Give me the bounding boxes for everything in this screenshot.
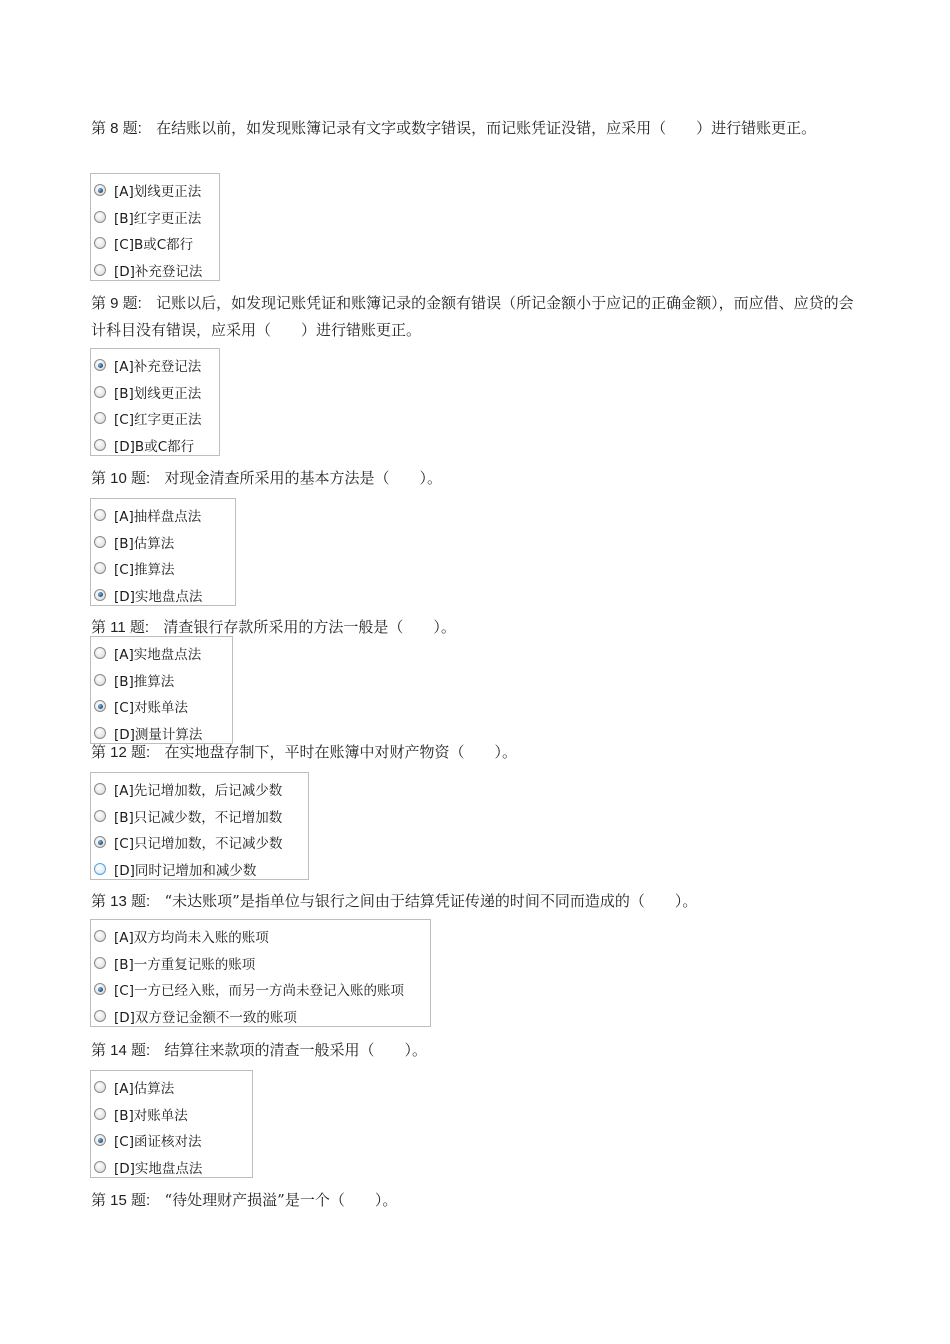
radio-button[interactable] <box>94 957 106 969</box>
option-a[interactable] <box>91 1074 252 1101</box>
option-label: [D]双方登记金额不一致的账项 <box>114 1009 297 1026</box>
question-13-text <box>91 888 866 915</box>
question-stem: 在实地盘存制下，平时在账簿中对财产物资（ ）。 <box>164 743 518 761</box>
radio-button[interactable] <box>94 237 106 249</box>
question-14-text <box>91 1037 866 1064</box>
question-number: 第 9 题: <box>91 295 142 312</box>
option-label: [D]实地盘点法 <box>114 1160 203 1177</box>
option-d[interactable] <box>91 257 219 284</box>
radio-button[interactable] <box>94 439 106 451</box>
option-d[interactable] <box>91 856 308 883</box>
option-d[interactable] <box>91 1003 430 1030</box>
option-label: [D]实地盘点法 <box>114 588 203 605</box>
radio-button[interactable] <box>94 1010 106 1022</box>
option-b[interactable] <box>91 379 219 406</box>
option-c[interactable] <box>91 405 219 432</box>
radio-button[interactable] <box>94 930 106 942</box>
radio-button[interactable] <box>94 1081 106 1093</box>
option-b[interactable] <box>91 529 235 556</box>
question-10-options <box>90 498 236 606</box>
question-number: 第 14 题: <box>91 1042 151 1059</box>
option-a[interactable] <box>91 352 219 379</box>
radio-button[interactable] <box>94 1108 106 1120</box>
option-b[interactable] <box>91 204 219 231</box>
option-label: [B]对账单法 <box>114 1107 188 1124</box>
option-a[interactable] <box>91 502 235 529</box>
question-stem: 记账以后，如发现记账凭证和账簿记录的金额有错误（所记金额小于应记的正确金额），而应借、应贷的会计科目没有错误，应采用（ ）进行错账更正。 <box>91 294 854 339</box>
option-label: [C]推算法 <box>114 562 175 579</box>
option-label: [B]推算法 <box>114 673 175 690</box>
option-label: [C]一方已经入账，而另一方尚未登记入账的账项 <box>114 983 404 1000</box>
question-number: 第 10 题: <box>91 470 151 487</box>
question-12-text <box>91 739 866 766</box>
option-b[interactable] <box>91 950 430 977</box>
radio-button[interactable] <box>94 562 106 574</box>
option-label: [D]补充登记法 <box>114 263 203 280</box>
option-label: [D]同时记增加和减少数 <box>114 862 257 879</box>
question-stem: 对现金清查所采用的基本方法是（ ）。 <box>164 469 443 487</box>
option-label: [C]对账单法 <box>114 700 188 717</box>
radio-button[interactable] <box>94 674 106 686</box>
radio-button[interactable] <box>94 983 106 995</box>
option-c[interactable] <box>91 829 308 856</box>
question-stem: “未达账项”是指单位与银行之间由于结算凭证传递的时间不同而造成的（ ）。 <box>164 892 698 910</box>
option-c[interactable] <box>91 976 430 1003</box>
question-8-text <box>91 115 866 142</box>
radio-button[interactable] <box>94 509 106 521</box>
option-d[interactable] <box>91 1154 252 1181</box>
question-stem: 在结账以前，如发现账簿记录有文字或数字错误，而记账凭证没错，应采用（ ）进行错账更正。 <box>156 119 817 137</box>
option-label: [C]B或C都行 <box>114 237 194 254</box>
option-label: [D]B或C都行 <box>114 438 195 455</box>
option-label: [B]红字更正法 <box>114 210 202 227</box>
radio-button[interactable] <box>94 727 106 739</box>
radio-button[interactable] <box>94 536 106 548</box>
option-label: [A]估算法 <box>114 1081 175 1098</box>
option-label: [B]划线更正法 <box>114 385 202 402</box>
radio-button[interactable] <box>94 1134 106 1146</box>
question-number: 第 11 题: <box>91 619 150 636</box>
option-c[interactable] <box>91 230 219 257</box>
option-label: [A]划线更正法 <box>114 184 202 201</box>
radio-button[interactable] <box>94 863 106 875</box>
option-a[interactable] <box>91 640 232 667</box>
option-label: [C]只记增加数，不记减少数 <box>114 836 283 853</box>
option-b[interactable] <box>91 667 232 694</box>
option-label: [A]双方均尚未入账的账项 <box>114 930 269 947</box>
option-label: [A]抽样盘点法 <box>114 509 202 526</box>
question-9-options <box>90 348 220 456</box>
question-10-text <box>91 465 866 492</box>
question-number: 第 15 题: <box>91 1192 151 1209</box>
option-label: [D]测量计算法 <box>114 726 203 743</box>
radio-button[interactable] <box>94 412 106 424</box>
option-c[interactable] <box>91 1127 252 1154</box>
radio-button[interactable] <box>94 647 106 659</box>
option-label: [A]实地盘点法 <box>114 647 202 664</box>
question-number: 第 8 题: <box>91 120 142 137</box>
radio-button[interactable] <box>94 836 106 848</box>
radio-button[interactable] <box>94 184 106 196</box>
question-number: 第 12 题: <box>91 744 151 761</box>
question-12-options <box>90 772 309 880</box>
option-label: [C]红字更正法 <box>114 412 202 429</box>
option-d[interactable] <box>91 432 219 459</box>
option-b[interactable] <box>91 1101 252 1128</box>
option-c[interactable] <box>91 555 235 582</box>
radio-button[interactable] <box>94 700 106 712</box>
radio-button[interactable] <box>94 211 106 223</box>
question-11-options <box>90 636 233 744</box>
option-a[interactable] <box>91 776 308 803</box>
option-label: [B]估算法 <box>114 535 175 552</box>
radio-button[interactable] <box>94 589 106 601</box>
question-8-options <box>90 173 220 281</box>
question-15-text <box>91 1187 866 1214</box>
radio-button[interactable] <box>94 264 106 276</box>
radio-button[interactable] <box>94 810 106 822</box>
question-13-options <box>90 919 431 1027</box>
question-stem: 结算往来款项的清查一般采用（ ）。 <box>164 1041 428 1059</box>
radio-button[interactable] <box>94 783 106 795</box>
option-d[interactable] <box>91 582 235 609</box>
question-stem: “待处理财产损溢”是一个（ ）。 <box>164 1191 398 1209</box>
question-14-options <box>90 1070 253 1178</box>
radio-button[interactable] <box>94 1161 106 1173</box>
option-b[interactable] <box>91 803 308 830</box>
option-label: [B]一方重复记账的账项 <box>114 956 256 973</box>
question-number: 第 13 题: <box>91 893 151 910</box>
option-label: [B]只记减少数，不记增加数 <box>114 809 283 826</box>
option-label: [A]先记增加数，后记减少数 <box>114 783 283 800</box>
option-a[interactable] <box>91 923 430 950</box>
question-9-text <box>91 290 866 343</box>
option-c[interactable] <box>91 693 232 720</box>
option-a[interactable] <box>91 177 219 204</box>
question-stem: 清查银行存款所采用的方法一般是（ ）。 <box>163 618 456 636</box>
option-label: [A]补充登记法 <box>114 359 202 376</box>
radio-button[interactable] <box>94 359 106 371</box>
radio-button[interactable] <box>94 386 106 398</box>
option-label: [C]函证核对法 <box>114 1134 202 1151</box>
